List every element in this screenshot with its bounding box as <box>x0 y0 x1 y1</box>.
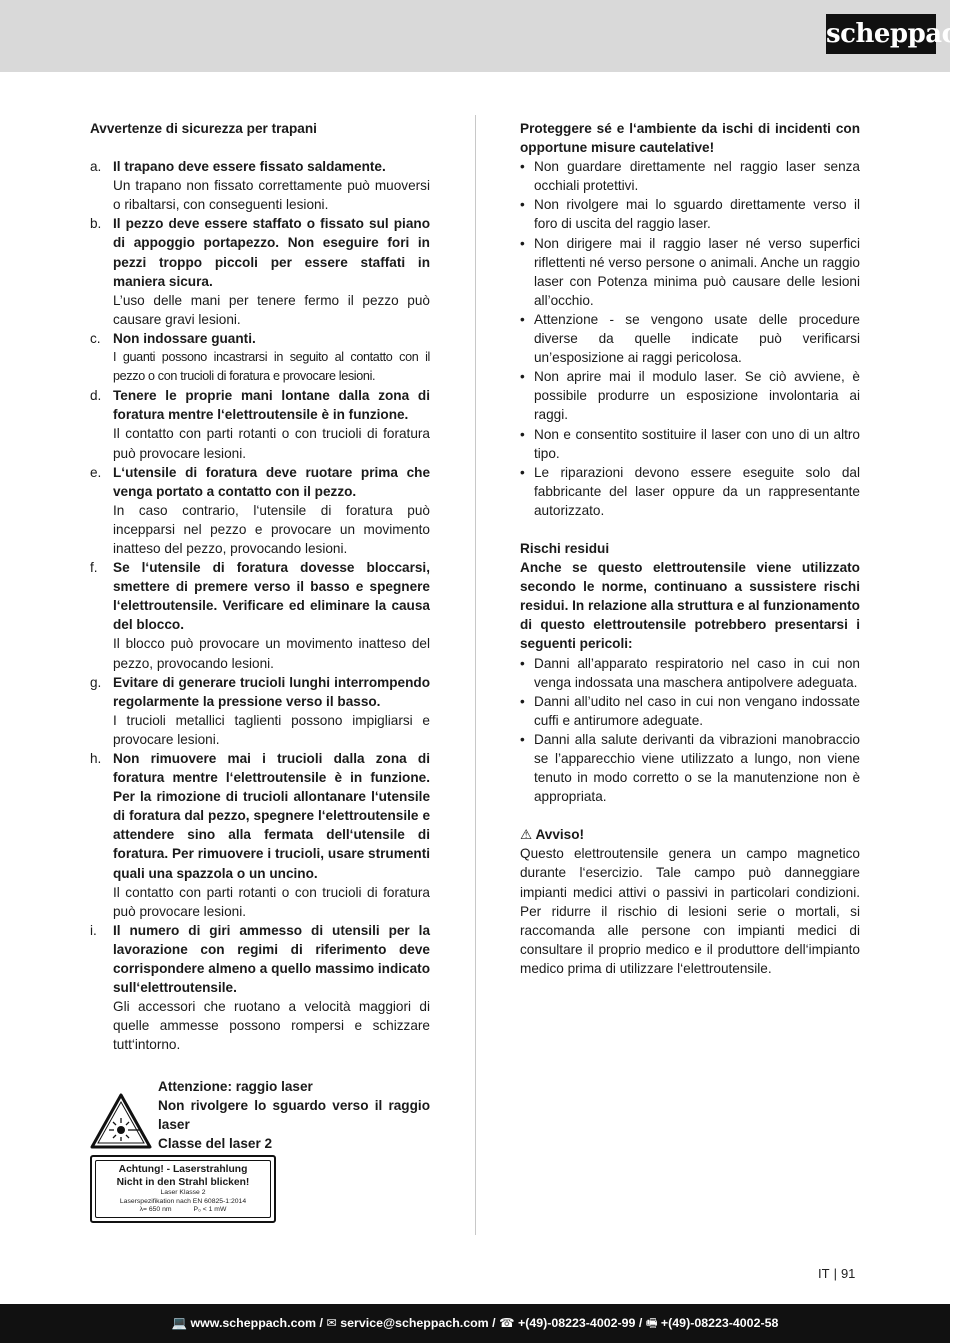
item-body: In caso contrario, l‘utensile di foratura può incepparsi nel pezzo e provocare un movimento inatteso del pezzo, provocando lesioni. <box>113 502 430 556</box>
item-label: g. <box>90 674 102 690</box>
bullet: • <box>520 655 525 671</box>
list-item-text: Danni all’udito nel caso in cui non vengano indossate cuffi e antirumore adeguate. <box>534 693 860 728</box>
bullet: • <box>520 235 525 251</box>
item-title: Il numero di giri ammesso di utensili per la lavorazione con regimi di riferimento deve corrispondere almeno a quello massimo indicato sull‘elettroutensile. <box>113 922 430 996</box>
footer-email-link[interactable]: service@scheppach.com <box>340 1316 489 1330</box>
laser-label-values <box>96 1206 270 1215</box>
item-title: Se l‘utensile di foratura dovesse bloccarsi, smettere di premere verso il basso e spegnere l‘elettroutensile. Verificare ed eliminare la causa del blocco. <box>113 560 430 633</box>
right-column <box>520 119 860 978</box>
item-body: Gli accessori che ruotano a velocità maggiori di quelle ammesse possono rompersi e schizzare tutt‘intorno. <box>113 999 430 1053</box>
laser-label-title2: Nicht in den Strahl blicken! <box>116 1177 250 1188</box>
phone-icon: ☎ <box>499 1316 515 1330</box>
list-item <box>520 654 860 692</box>
safety-item-d <box>90 386 430 462</box>
page-number-separator: | <box>833 1266 837 1281</box>
list-item-text: Non guardare direttamente nel raggio laser senza occhiali protettivi. <box>534 159 860 194</box>
section-heading-drill-safety: Avvertenze di sicurezza per trapani <box>90 121 317 136</box>
list-item <box>520 463 860 520</box>
safety-item-h <box>90 749 430 921</box>
bullet: • <box>520 426 525 442</box>
item-body: I guanti possono incastrarsi in seguito al contatto con il pezzo o con trucioli di foratura e provocare lesioni. <box>113 350 430 384</box>
bullet: • <box>520 159 525 175</box>
item-title: Non indossare guanti. <box>113 330 256 346</box>
item-body: Un trapano non fissato correttamente può muoversi o ribaltarsi, con conseguenti lesioni. <box>113 178 430 213</box>
item-title: Non rimuovere mai i trucioli dalla zona di foratura mentre l‘elettroutensile è in funzione. Per la rimozione di trucioli allontanare l‘utensile di foratura dal pezzo, spegnere l‘elettroutensile e attendere sino alla fermata dell‘utensile di foratura. Per rimuovere i trucioli, usare strumenti quali una spazzola o un uncino. <box>113 751 430 881</box>
laser-warning-text <box>158 1077 430 1153</box>
protect-list <box>520 157 860 520</box>
list-item-text: Non e consentito sostituire il laser con uno di un altro tipo. <box>534 426 860 461</box>
safety-item-i <box>90 921 430 1055</box>
safety-item-a <box>90 157 430 214</box>
list-item-text: Non aprire mai il modulo laser. Se ciò avviene, è possibile produrre un esposizione involontaria ai raggi. <box>534 369 860 423</box>
list-item-text: Le riparazioni devono essere eseguite solo dal fabbricante del laser oppure da un rappresentante autorizzato. <box>534 464 860 518</box>
bullet: • <box>520 197 525 213</box>
safety-item-b <box>90 214 430 329</box>
item-label: i. <box>90 922 97 938</box>
page-number <box>818 1266 855 1281</box>
list-item <box>520 425 860 463</box>
spacer <box>520 806 860 825</box>
item-label: f. <box>90 560 98 576</box>
item-body: Il blocco può provocare un movimento inatteso del pezzo, provocando lesioni. <box>113 636 430 671</box>
footer-separator: / <box>492 1316 496 1330</box>
list-item-text: Attenzione - se vengono usate delle procedure diverse da quelle indicate può verificarsi un’esposizione ai raggi pericolosa. <box>534 311 860 366</box>
list-item <box>520 367 860 424</box>
left-column <box>90 119 430 1055</box>
list-item <box>520 234 860 310</box>
laser-warning-line2: Non rivolgere lo sguardo verso il raggio laser <box>158 1098 430 1133</box>
list-item-text: Danni all’apparato respiratorio nel caso in cui non venga indossata una maschera antipolvere adeguata. <box>534 655 860 690</box>
residual-risks-heading: Rischi residui <box>520 540 610 556</box>
item-title: Evitare di generare trucioli lunghi interrompendo regolarmente la pressione verso il basso. <box>113 674 430 709</box>
safety-item-e <box>90 463 430 558</box>
list-item <box>520 692 860 730</box>
page-lang: IT <box>818 1266 830 1281</box>
item-label: e. <box>90 464 102 480</box>
item-body: Il contatto con parti rotanti o con trucioli di foratura può provocare lesioni. <box>113 426 430 461</box>
item-title: Tenere le proprie mani lontane dalla zona di foratura mentre l‘elettroutensile è in funzione. <box>113 388 430 423</box>
item-label: a. <box>90 159 102 175</box>
list-item-text: Non rivolgere mai lo sguardo direttamente verso il foro di uscita del raggio laser. <box>534 197 860 232</box>
item-body: Il contatto con parti rotanti o con trucioli di foratura può provocare lesioni. <box>113 884 430 919</box>
safety-item-c <box>90 329 430 386</box>
page-header <box>0 0 975 72</box>
spacer <box>520 520 860 539</box>
bullet: • <box>520 464 525 480</box>
footer-separator: / <box>638 1316 643 1330</box>
footer-phone: +(49)-08223-4002-99 <box>517 1316 636 1330</box>
residual-risks-list <box>520 654 860 807</box>
laser-label-spec: Laserspezifikation nach EN 60825-1:2014 <box>119 1197 247 1205</box>
safety-item-g <box>90 673 430 749</box>
bullet: • <box>520 311 525 327</box>
mail-icon: ✉ <box>326 1316 337 1330</box>
item-label: h. <box>90 751 102 766</box>
scheppach-logo: scheppach <box>826 14 936 54</box>
item-body: I trucioli metallici taglienti possono impigliarsi e provocare lesioni. <box>113 712 430 747</box>
footer-separator: / <box>319 1316 323 1330</box>
page-footer <box>0 1304 950 1343</box>
column-divider <box>475 115 476 1235</box>
computer-icon: 💻 <box>171 1316 188 1330</box>
safety-item-f <box>90 558 430 673</box>
laser-warning-icon <box>90 1093 152 1149</box>
list-item-text: Danni alla salute derivanti da vibrazioni manobraccio se l’apparecchio viene utilizzato a lungo, non viene tenuto in modo corretto o se la manutenzione non è appropriata. <box>534 731 860 805</box>
residual-risks-intro: Anche se questo elettroutensile viene utilizzato secondo le norme, continuano a sussistere rischi residui. In relazione alla struttura e al funzionamento di questo elettroutensile potrebbero presentarsi i seguenti pericoli: <box>520 560 860 652</box>
laser-label-power: P₀ < 1 mW <box>193 1206 227 1213</box>
protect-heading: Proteggere sé e l‘ambiente da ischi di incidenti con opportune misure cautelative! <box>520 121 860 156</box>
list-item <box>520 310 860 367</box>
warning-icon: ⚠ <box>520 827 533 843</box>
footer-website-link[interactable]: www.scheppach.com <box>190 1316 317 1330</box>
footer-fax: +(49)-08223-4002-58 <box>660 1316 779 1330</box>
bullet: • <box>520 693 525 709</box>
list-item <box>520 195 860 233</box>
list-item <box>520 157 860 195</box>
item-title: L‘utensile di foratura deve ruotare prima che venga portato a contatto con il pezzo. <box>113 464 430 499</box>
item-title: Il trapano deve essere fissato saldamente. <box>113 159 386 175</box>
laser-class-line: Classe del laser 2 <box>158 1136 273 1152</box>
item-title: Il pezzo deve essere staffato o fissato sul piano di appoggio portapezzo. Non eseguire fori in pezzi troppo piccoli per essere staffati in maniera sicura. <box>113 216 430 289</box>
item-label: d. <box>90 388 102 404</box>
laser-label-class: Laser Klasse 2 <box>160 1189 206 1196</box>
item-label: c. <box>90 330 101 346</box>
bullet: • <box>520 369 525 385</box>
list-item-text: Non dirigere mai il raggio laser né verso superfici riflettenti né verso persone o animali. Anche un raggio laser con Potenza minima può causare delle lesioni all’occhio. <box>534 235 860 308</box>
warning-heading <box>520 825 860 844</box>
bullet: • <box>520 731 525 747</box>
laser-label-wavelength: λ= 650 nm <box>139 1206 172 1213</box>
laser-label-sticker <box>90 1155 276 1223</box>
item-label: b. <box>90 216 102 232</box>
laser-label-inner <box>95 1160 271 1218</box>
item-body: L’uso delle mani per tenere fermo il pezzo può causare gravi lesioni. <box>113 292 430 327</box>
list-item <box>520 730 860 806</box>
fax-icon: 🖷 <box>645 1316 658 1330</box>
warning-heading-text: Avviso! <box>535 827 585 843</box>
page-number-value: 91 <box>840 1266 856 1281</box>
warning-text: Questo elettroutensile genera un campo magnetico durante l‘esercizio. Tale campo può danneggiare impianti medici attivi o passivi in particolari condizioni. Per ridurre il rischio di lesioni serie o mortali, si raccomanda alle persone con impianti medici di consultare il proprio medico e il produttore dell‘impianto medico prima di utilizzare l‘elettroutensile. <box>520 846 860 976</box>
laser-warning-line1: Attenzione: raggio laser <box>158 1079 313 1094</box>
laser-label-title1: Achtung! - Laserstrahlung <box>118 1164 248 1175</box>
